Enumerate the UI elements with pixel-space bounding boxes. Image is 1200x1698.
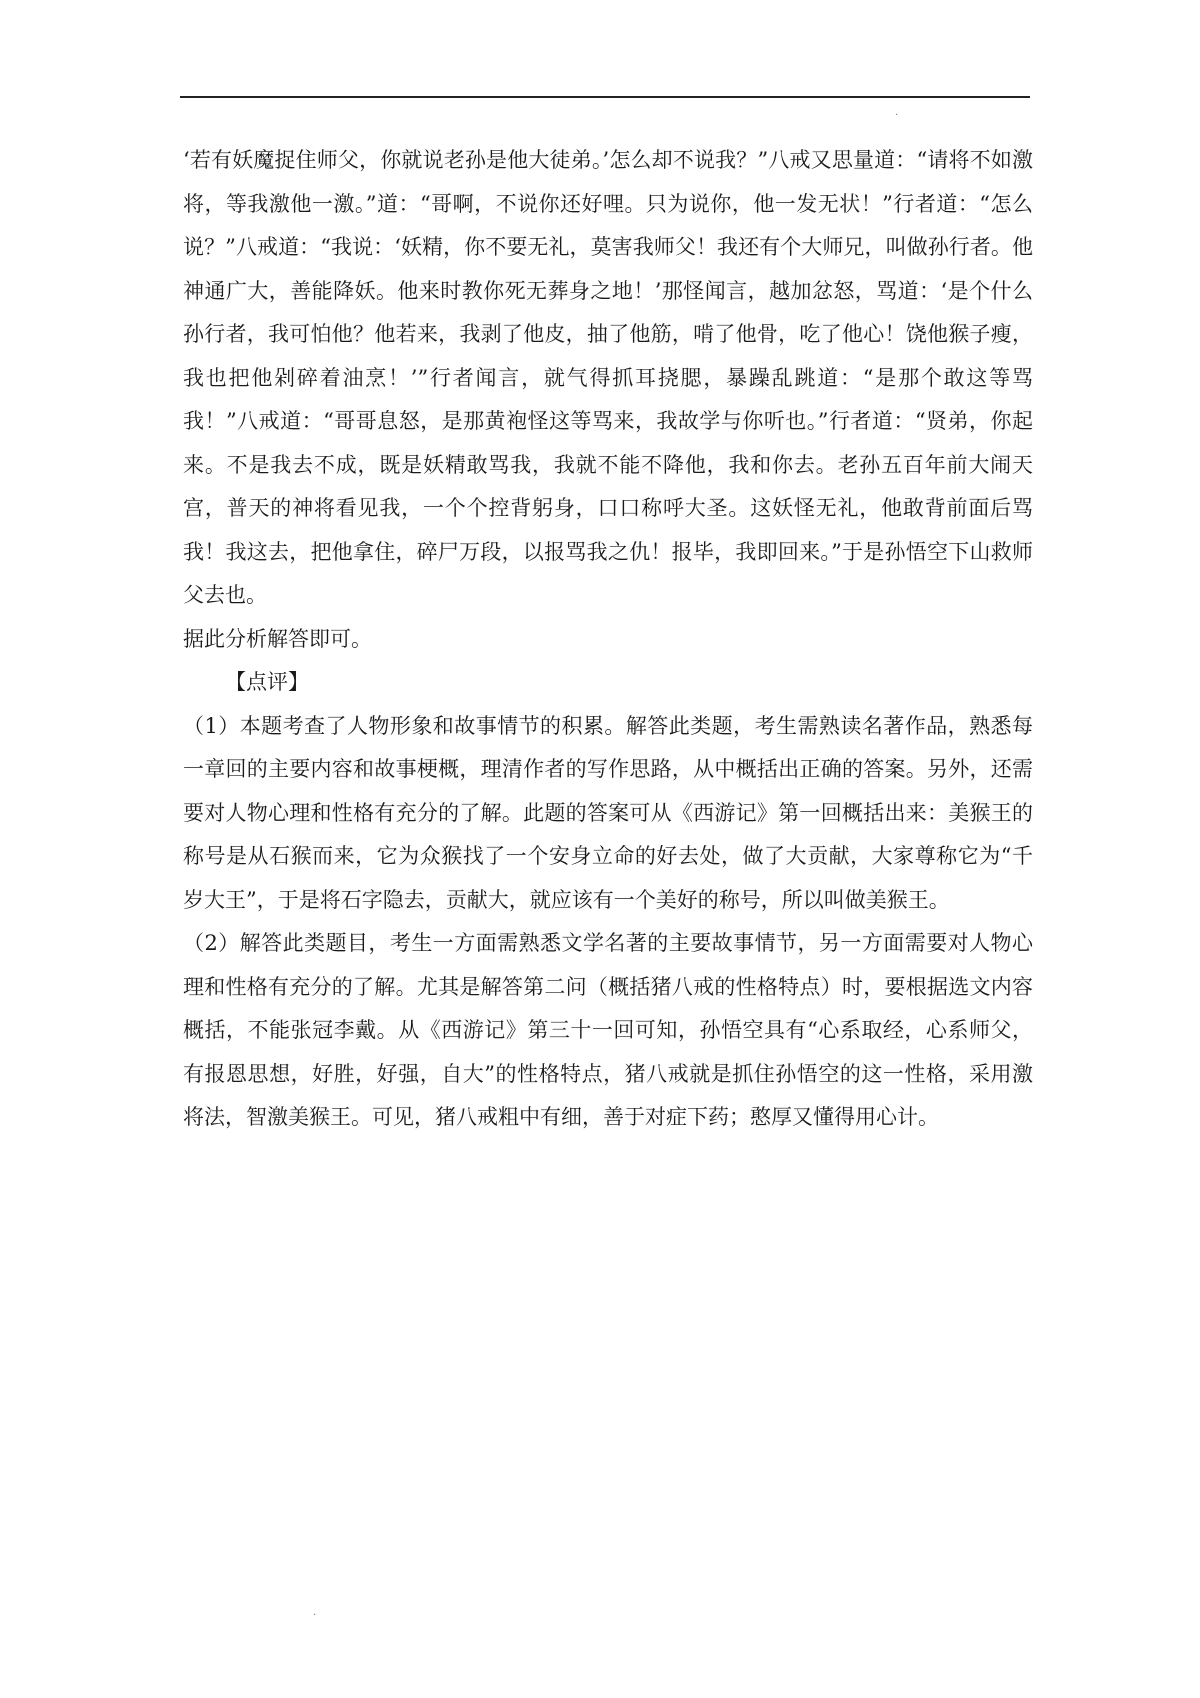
document-body: [183, 139, 1033, 1140]
comment-part-2: （2）解答此类题目，考生一方面需熟悉文学名著的主要故事情节，另一方面需要对人物心理和性格有充分的了解。尤其是解答第二问（概括猪八戒的性格特点）时，要根据选文内容概括，不能张冠李戴。从《西游记》第三十一回可知，孙悟空具有“心系取经，心系师父，有报恩思想，好胜，好强，自大”的性格特点，猪八戒就是抓住孙悟空的这一性格，采用激将法，智激美猴王。可见，猪八戒粗中有细，善于对症下药；憨厚又懂得用心计。: [183, 931, 1033, 1129]
comment-part-1: （1）本题考查了人物形象和故事情节的积累。解答此类题，考生需熟读名著作品，熟悉每一章回的主要内容和故事梗概，理清作者的写作思路，从中概括出正确的答案。另外，还需要对人物心理和性格有充分的了解。此题的答案可从《西游记》第一回概括出来：美猴王的称号是从石猴而来，它为众猴找了一个安身立命的好去处，做了大贡献，大家尊称它为“千岁大王”，于是将石字隐去，贡献大，就应该有一个美好的称号，所以叫做美猴王。: [183, 713, 1033, 912]
analysis-note: 据此分析解答即可。: [183, 626, 372, 651]
header-dot: .: [895, 107, 899, 118]
comment-heading: 【点评】: [225, 670, 309, 694]
footer-dot: .: [313, 1607, 317, 1618]
story-paragraph: ‘若有妖魔捉住师父，你就说老孙是他大徒弟。’怎么却不说我？”八戒又思量道：“请将不如激将，等我激他一激。”道：“哥啊，不说你还好哩。只为说你，他一发无状！”行者道：“怎么说？”八戒道：“我说：‘妖精，你不要无礼，莫害我师父！我还有个大师兄，叫做孙行者。他神通广大，善能降妖。他来时教你死无葬身之地！’那怪闻言，越加忿怒，骂道：‘是个什么孙行者，我可怕他？他若来，我剥了他皮，抽了他筋，啃了他骨，吃了他心！饶他猴子瘦，我也把他剁碎着油烹！’”行者闻言，就气得抓耳挠腮，暴躁乱跳道：“是那个敢这等骂我！”八戒道：“哥哥息怒，是那黄袍怪这等骂来，我故学与你听也。”行者道：“贤弟，你起来。不是我去不成，既是妖精敢骂我，我就不能不降他，我和你去。老孙五百年前大闹天宫，普天的神将看见我，一个个控背躬身，口口称呼大圣。这妖怪无礼，他敢背前面后骂我！我这去，把他拿住，碎尸万段，以报骂我之仇！报毕，我即回来。”于是孙悟空下山救师父去也。: [183, 148, 1033, 607]
header-rule: [180, 96, 1030, 98]
